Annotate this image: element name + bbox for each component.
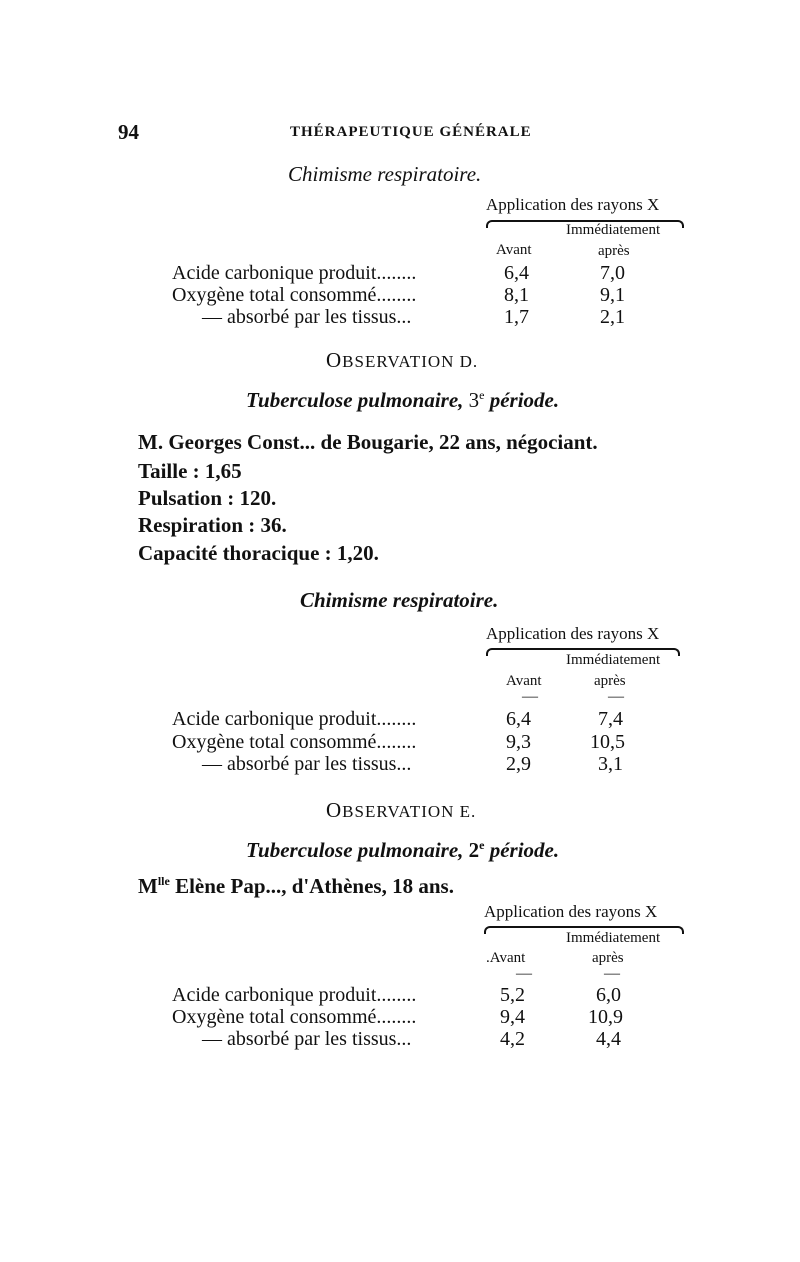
observation-d-subtitle: Tuberculose pulmonaire, 3e période. <box>246 388 560 412</box>
section1-col-avant: Avant <box>496 242 532 258</box>
section1-row-avant: 1,7 <box>504 306 529 328</box>
observation-d-capacite: Capacité thoracique : 1,20. <box>138 541 379 565</box>
observation-e-row-avant: 5,2 <box>500 984 525 1006</box>
observation-e-patient: $M^{lle}$ Elène Pap..., d'Athènes, 18 ans. <box>138 874 454 898</box>
observation-e-row-apres: 6,0 <box>596 984 621 1006</box>
observation-d-respiration: Respiration : 36. <box>138 513 287 537</box>
section1-row-avant: 8,1 <box>504 284 529 306</box>
section1-row-apres: 9,1 <box>600 284 625 306</box>
observation-e-row-label: Oxygène total consommé........ <box>172 1006 417 1028</box>
observation-d-col-apres: après <box>594 673 626 689</box>
observation-d-row-label: Acide carbonique produit........ <box>172 708 417 730</box>
section1-row-label: Oxygène total consommé........ <box>172 284 417 306</box>
observation-d-row-avant: 9,3 <box>506 731 531 753</box>
observation-d-col-immediatement: Immédiatement <box>566 652 661 668</box>
observation-e-heading: OBSERVATION E. <box>326 798 477 822</box>
section1-col-apres: après <box>598 243 630 259</box>
observation-d-row-label: Oxygène total consommé........ <box>172 731 417 753</box>
observation-d-row-apres: 7,4 <box>598 708 623 730</box>
observation-e-col-apres: après <box>592 950 624 966</box>
observation-e-dash-avant: — <box>516 965 532 982</box>
section1-row-label: Acide carbonique produit........ <box>172 262 417 284</box>
section1-row-avant: 6,4 <box>504 262 529 284</box>
section1-header-group: Application des rayons X <box>486 195 660 214</box>
observation-e-subtitle: Tuberculose pulmonaire, 2e période. <box>246 838 560 862</box>
observation-d-row-label: — absorbé par les tissus... <box>202 753 412 775</box>
observation-d-dash-avant: — <box>522 688 538 705</box>
observation-d-pulsation: Pulsation : 120. <box>138 486 277 510</box>
observation-d-dash-apres: — <box>608 688 624 705</box>
observation-e-row-apres: 4,4 <box>596 1028 621 1050</box>
observation-e-col-immediatement: Immédiatement <box>566 930 661 946</box>
section1-row-label: — absorbé par les tissus... <box>202 306 412 328</box>
observation-d-patient: M. Georges Const... de Bougarie, 22 ans, négociant. <box>138 430 598 454</box>
observation-e-col-avant: .Avant <box>486 950 526 966</box>
observation-e-dash-apres: — <box>604 965 620 982</box>
observation-d-row-apres: 10,5 <box>590 731 625 753</box>
observation-d-row-avant: 6,4 <box>506 708 531 730</box>
observation-d-heading: OBSERVATION D. <box>326 348 479 372</box>
page-number: 94 <box>118 120 139 144</box>
section1-title: Chimisme respiratoire. <box>288 162 482 186</box>
section1-row-apres: 2,1 <box>600 306 625 328</box>
observation-e-row-apres: 10,9 <box>588 1006 623 1028</box>
observation-d-col-avant: Avant <box>506 673 542 689</box>
observation-e-row-label: — absorbé par les tissus... <box>202 1028 412 1050</box>
section1-row-apres: 7,0 <box>600 262 625 284</box>
observation-e-row-avant: 4,2 <box>500 1028 525 1050</box>
observation-e-header-group: Application des rayons X <box>484 902 658 921</box>
section1-col-immediatement: Immédiatement <box>566 222 661 238</box>
observation-d-row-avant: 2,9 <box>506 753 531 775</box>
observation-d-taille: Taille : 1,65 <box>138 459 242 483</box>
observation-d-row-apres: 3,1 <box>598 753 623 775</box>
observation-d-table-title: Chimisme respiratoire. <box>300 588 499 612</box>
observation-d-header-group: Application des rayons X <box>486 624 660 643</box>
running-head: THÉRAPEUTIQUE GÉNÉRALE <box>290 124 532 140</box>
observation-e-row-label: Acide carbonique produit........ <box>172 984 417 1006</box>
observation-e-row-avant: 9,4 <box>500 1006 525 1028</box>
